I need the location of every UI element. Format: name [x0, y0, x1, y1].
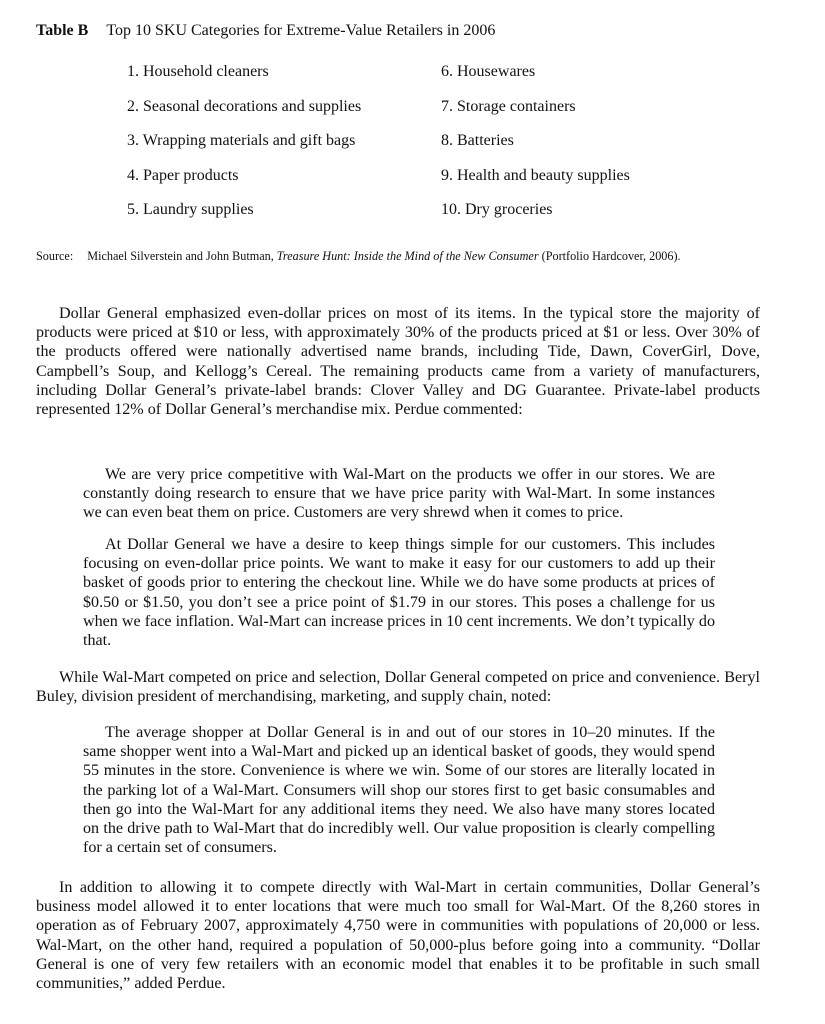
source-book-title: Treasure Hunt: Inside the Mind of the New Consumer — [276, 249, 539, 263]
list-row — [127, 166, 687, 201]
list-item: 9. Health and beauty supplies — [441, 166, 630, 184]
body-paragraph: Dollar General emphasized even-dollar prices on most of its items. In the typical store the majority of products were priced at $10 or less, with approximately 30% of the products priced at $1 or less. Over 30% of the products offered were nationally advertised name brands, including Tide, Dawn, CoverGirl, Dove, Campbell’s Soup, and Kellogg’s Cereal. The remaining products came from a variety of manufacturers, including Dollar General’s private-label brands: Clover Valley and DG Guarantee. Private-label products represented 12% of Dollar General’s merchandise mix. Perdue commented: — [36, 305, 760, 419]
block-quote: The average shopper at Dollar General is in and out of our stores in 10–20 minutes. If the same shopper went into a Wal-Mart and picked up an identical basket of goods, they would spend 55 minutes in the store. Convenience is where we win. Some of our stores are literally located in the parking lot of a Wal-Mart. Consumers will shop our stores first to get basic consumables and then go into the Wal-Mart for any additional items they need. We also have many stores located on the drive path to Wal-Mart that do incredibly well. Our value proposition is clearly compelling for a certain set of consumers. — [83, 724, 715, 857]
list-item: 8. Batteries — [441, 132, 514, 150]
list-row — [127, 200, 687, 235]
list-row — [127, 62, 687, 97]
list-item: 5. Laundry supplies — [127, 201, 254, 219]
list-item: 10. Dry groceries — [441, 201, 553, 219]
body-paragraph: In addition to allowing it to compete directly with Wal-Mart in certain communities, Dollar General’s business model allowed it to enter locations that were much too small for Wal-Mart. Of the 8,260 stores in operation as of February 2007, approximately 4,750 were in communities with populations of 20,000 or less. Wal-Mart, on the other hand, required a population of 50,000-plus before going into a community. “Dollar General is one of very few retailers with an economic model that enables it to be profitable in such small communities,” added Perdue. — [36, 879, 760, 993]
block-quote: We are very price competitive with Wal-Mart on the products we offer in our stores. We are constantly doing research to ensure that we have price parity with Wal-Mart. In some instances we can even beat them on price. Customers are very shrewd when it comes to price. — [83, 466, 715, 522]
list-item: 2. Seasonal decorations and supplies — [127, 97, 362, 115]
body-paragraph: While Wal-Mart competed on price and selection, Dollar General competed on price and convenience. Beryl Buley, division president of merchandising, marketing, and supply chain, noted: — [36, 669, 760, 706]
list-item: 1. Household cleaners — [127, 63, 269, 80]
table-caption — [36, 22, 495, 40]
list-row — [127, 97, 687, 132]
source-label: Source: — [36, 249, 74, 263]
list-item: 7. Storage containers — [441, 97, 576, 115]
source-publisher: (Portfolio Hardcover, 2006). — [538, 249, 681, 263]
list-item: 3. Wrapping materials and gift bags — [127, 132, 356, 150]
table-label: Table B — [36, 22, 89, 39]
list-item: 6. Housewares — [441, 63, 536, 80]
source-text — [87, 249, 680, 263]
table-title: Top 10 SKU Categories for Extreme-Value Retailers in 2006 — [106, 22, 496, 39]
source-authors: Michael Silverstein and John Butman, — [87, 249, 277, 263]
list-row — [127, 131, 687, 166]
block-quote: At Dollar General we have a desire to keep things simple for our customers. This includes focusing on even-dollar price points. We want to make it easy for our customers to add up their basket of goods prior to entering the checkout line. While we do have some products at prices of $0.50 or $1.50, you don’t see a price point of $1.79 in our stores. This poses a challenge for us when we face inflation. Wal-Mart can increase prices in 10 cent increments. We don’t typically do that. — [83, 536, 715, 650]
list-item: 4. Paper products — [127, 166, 239, 184]
sku-category-list — [127, 62, 687, 235]
source-citation — [36, 249, 681, 264]
